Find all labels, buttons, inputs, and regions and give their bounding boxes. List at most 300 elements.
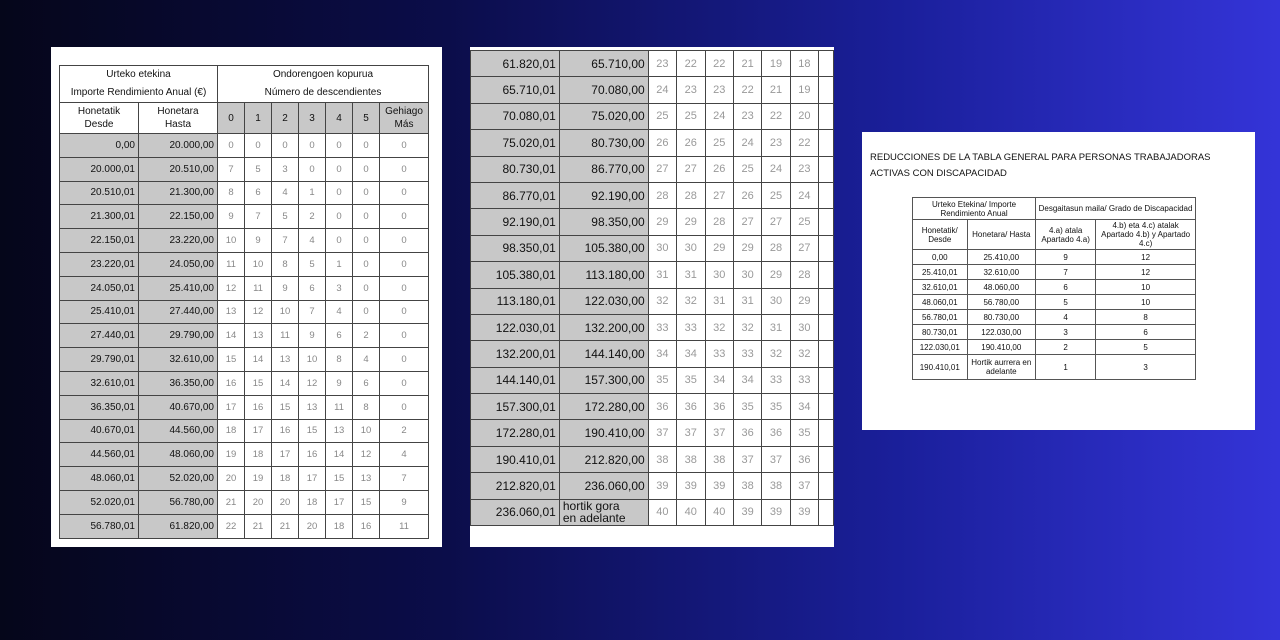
range-to: 92.190,00	[559, 182, 648, 208]
range-from: 25.410,01	[60, 300, 139, 324]
range-from: 144.140,01	[471, 367, 560, 393]
table-row	[471, 182, 834, 208]
range-from: 32.610,01	[60, 371, 139, 395]
empty-cell	[819, 156, 834, 182]
reduction-value: 29	[762, 262, 790, 288]
empty-cell	[819, 288, 834, 314]
range-from: 0,00	[913, 250, 968, 265]
reduction-value: 23	[677, 77, 705, 103]
reduction-value: 21	[272, 514, 299, 538]
table3-body	[913, 250, 1196, 380]
reduction-4bc: 5	[1096, 340, 1196, 355]
reduction-value: 34	[733, 367, 761, 393]
range-from: 98.350,01	[471, 235, 560, 261]
reduction-value: 0	[245, 134, 272, 158]
range-to: 52.020,00	[139, 467, 218, 491]
reduction-value: 31	[733, 288, 761, 314]
reduction-value: 3	[326, 276, 353, 300]
table-card-3	[862, 132, 1255, 430]
table-row	[471, 420, 834, 446]
reduction-value: 2	[353, 324, 380, 348]
range-to: 80.730,00	[967, 310, 1036, 325]
table1-body	[60, 134, 429, 539]
descendientes-table-part-2	[470, 50, 834, 526]
range-from: 113.180,01	[471, 288, 560, 314]
reduction-value: 20	[790, 103, 818, 129]
reduction-value: 14	[245, 348, 272, 372]
reduction-4bc: 3	[1096, 355, 1196, 380]
table-row	[60, 157, 429, 181]
reduction-value: 11	[218, 252, 245, 276]
col-header-1: 1	[245, 103, 272, 134]
table-row	[60, 467, 429, 491]
empty-cell	[819, 446, 834, 472]
reduction-value: 25	[790, 209, 818, 235]
reduction-value: 32	[790, 341, 818, 367]
reduction-value: 4	[380, 443, 429, 467]
discapacidad-table	[912, 197, 1196, 380]
range-from: 122.030,01	[913, 340, 968, 355]
table-row	[60, 252, 429, 276]
range-from: 0,00	[60, 134, 139, 158]
reduction-value: 37	[762, 446, 790, 472]
reduction-value: 39	[733, 499, 761, 525]
table-row	[471, 446, 834, 472]
reduction-4a: 2	[1036, 340, 1096, 355]
reduction-value: 34	[648, 341, 676, 367]
reduction-value: 35	[677, 367, 705, 393]
reduction-value: 34	[790, 394, 818, 420]
reduction-value: 40	[648, 499, 676, 525]
table-row	[913, 280, 1196, 295]
reduction-value: 0	[380, 276, 429, 300]
reduction-value: 12	[353, 443, 380, 467]
reduction-value: 0	[326, 134, 353, 158]
desde-header	[60, 103, 139, 134]
range-from: 190.410,01	[913, 355, 968, 380]
reduction-value: 26	[677, 130, 705, 156]
reduction-value: 36	[648, 394, 676, 420]
reduction-value: 9	[245, 229, 272, 253]
table-row	[913, 355, 1196, 380]
reduction-value: 24	[705, 103, 733, 129]
reduction-value: 21	[245, 514, 272, 538]
desde-header: Honetatik/ Desde	[913, 220, 968, 250]
table-row	[60, 371, 429, 395]
reduction-value: 0	[380, 229, 429, 253]
reduction-value: 0	[272, 134, 299, 158]
reduction-value: 0	[353, 181, 380, 205]
reduction-value: 22	[677, 51, 705, 77]
reduction-value: 0	[380, 324, 429, 348]
reduction-value: 39	[648, 473, 676, 499]
table-card-2	[470, 47, 834, 547]
reduction-value: 30	[762, 288, 790, 314]
reduction-value: 24	[790, 182, 818, 208]
reduction-value: 0	[380, 134, 429, 158]
range-to: 20.510,00	[139, 157, 218, 181]
importe-header: Urteko Etekina/ Importe Rendimiento Anual	[913, 198, 1036, 220]
reduction-4a: 4	[1036, 310, 1096, 325]
reduction-value: 0	[380, 181, 429, 205]
reduction-value: 30	[677, 235, 705, 261]
reduction-4a: 1	[1036, 355, 1096, 380]
range-from: 27.440,01	[60, 324, 139, 348]
range-to: 132.200,00	[559, 314, 648, 340]
reduction-value: 24	[762, 156, 790, 182]
reduction-4bc: 12	[1096, 250, 1196, 265]
table-row	[471, 314, 834, 340]
table-row	[60, 395, 429, 419]
reduction-value: 27	[733, 209, 761, 235]
table-row	[471, 209, 834, 235]
table-row	[60, 229, 429, 253]
range-to	[559, 499, 648, 525]
reduction-value: 0	[353, 157, 380, 181]
table-row	[471, 156, 834, 182]
table-row	[60, 276, 429, 300]
reduction-value: 21	[762, 77, 790, 103]
reduction-value: 35	[648, 367, 676, 393]
reduction-value: 27	[790, 235, 818, 261]
reduction-value: 18	[299, 490, 326, 514]
reduction-value: 38	[648, 446, 676, 472]
range-to: 32.610,00	[967, 265, 1036, 280]
importe-header	[60, 66, 218, 103]
reduction-value: 7	[380, 467, 429, 491]
reduction-value: 27	[648, 156, 676, 182]
importe-label-es: Importe Rendimiento Anual (€)	[70, 87, 207, 98]
range-from: 105.380,01	[471, 262, 560, 288]
reduction-value: 0	[380, 395, 429, 419]
table-row	[60, 205, 429, 229]
table-row	[60, 181, 429, 205]
reduction-value: 18	[272, 467, 299, 491]
range-to: 122.030,00	[967, 325, 1036, 340]
empty-cell	[819, 499, 834, 525]
range-to: 113.180,00	[559, 262, 648, 288]
reduction-value: 17	[326, 490, 353, 514]
range-from: 212.820,01	[471, 473, 560, 499]
descendientes-label-eu: Ondorengoen kopurua	[272, 69, 374, 80]
reduction-value: 5	[299, 252, 326, 276]
table-row	[471, 499, 834, 525]
reduction-value: 9	[272, 276, 299, 300]
reduction-value: 30	[648, 235, 676, 261]
mas-label-es: Más	[394, 119, 414, 130]
reduction-value: 15	[326, 467, 353, 491]
range-from: 61.820,01	[471, 51, 560, 77]
range-to: 48.060,00	[967, 280, 1036, 295]
reduction-value: 25	[648, 103, 676, 129]
range-to: 27.440,00	[139, 300, 218, 324]
reduction-value: 25	[705, 130, 733, 156]
reduction-value: 33	[790, 367, 818, 393]
reduction-value: 35	[733, 394, 761, 420]
empty-cell	[819, 182, 834, 208]
reduction-value: 6	[326, 324, 353, 348]
reduction-value: 39	[790, 499, 818, 525]
range-from: 80.730,01	[913, 325, 968, 340]
reduction-value: 38	[733, 473, 761, 499]
table-row	[471, 262, 834, 288]
reduction-value: 7	[272, 229, 299, 253]
reduction-value: 9	[380, 490, 429, 514]
table-row	[913, 325, 1196, 340]
table-card-1	[51, 47, 442, 547]
reduction-value: 33	[733, 341, 761, 367]
reduction-value: 14	[326, 443, 353, 467]
reduction-value: 36	[733, 420, 761, 446]
col-header-3: 3	[299, 103, 326, 134]
reduction-value: 8	[218, 181, 245, 205]
reduction-value: 39	[705, 473, 733, 499]
reduction-value: 20	[299, 514, 326, 538]
table-row	[60, 490, 429, 514]
reduction-value: 35	[762, 394, 790, 420]
reduction-value: 11	[272, 324, 299, 348]
reduction-value: 0	[380, 300, 429, 324]
reduction-4a: 5	[1036, 295, 1096, 310]
reduction-value: 15	[353, 490, 380, 514]
reduction-value: 9	[299, 324, 326, 348]
reduction-value: 34	[705, 367, 733, 393]
reduction-value: 27	[762, 209, 790, 235]
empty-cell	[819, 103, 834, 129]
range-from: 172.280,01	[471, 420, 560, 446]
range-to: 40.670,00	[139, 395, 218, 419]
range-to: 23.220,00	[139, 229, 218, 253]
reduction-value: 6	[299, 276, 326, 300]
reduction-value: 17	[218, 395, 245, 419]
table-row	[471, 473, 834, 499]
reduction-value: 13	[218, 300, 245, 324]
descendientes-label-es: Número de descendientes	[264, 87, 382, 98]
reduction-4bc: 10	[1096, 280, 1196, 295]
reduction-value: 0	[326, 157, 353, 181]
range-from: 122.030,01	[471, 314, 560, 340]
range-from: 20.000,01	[60, 157, 139, 181]
reduction-value: 6	[245, 181, 272, 205]
reduction-value: 0	[218, 134, 245, 158]
reduction-value: 30	[705, 262, 733, 288]
reduction-value: 33	[677, 314, 705, 340]
reduction-value: 19	[218, 443, 245, 467]
reduction-value: 33	[705, 341, 733, 367]
reduction-value: 0	[299, 134, 326, 158]
range-from: 132.200,01	[471, 341, 560, 367]
range-from: 21.300,01	[60, 205, 139, 229]
table-row	[913, 310, 1196, 325]
reduction-value: 17	[272, 443, 299, 467]
reduction-value: 29	[733, 235, 761, 261]
col-header-0: 0	[218, 103, 245, 134]
reduction-value: 7	[299, 300, 326, 324]
reduction-value: 29	[705, 235, 733, 261]
reduction-value: 5	[272, 205, 299, 229]
reduction-value: 0	[326, 205, 353, 229]
reduction-value: 4	[299, 229, 326, 253]
table-row	[60, 134, 429, 158]
empty-cell	[819, 235, 834, 261]
reduction-value: 20	[218, 467, 245, 491]
table-row	[913, 265, 1196, 280]
range-from: 236.060,01	[471, 499, 560, 525]
reduction-value: 37	[790, 473, 818, 499]
reduction-value: 31	[677, 262, 705, 288]
range-from: 86.770,01	[471, 182, 560, 208]
empty-cell	[819, 341, 834, 367]
reduction-value: 6	[353, 371, 380, 395]
reduction-value: 40	[705, 499, 733, 525]
reduction-value: 36	[762, 420, 790, 446]
reduction-value: 28	[790, 262, 818, 288]
reduction-value: 7	[218, 157, 245, 181]
table-row	[471, 235, 834, 261]
mas-label-eu: Gehiago	[385, 106, 423, 117]
descendientes-header	[218, 66, 429, 103]
reduction-value: 10	[272, 300, 299, 324]
empty-cell	[819, 130, 834, 156]
range-to: 48.060,00	[139, 443, 218, 467]
range-to: 98.350,00	[559, 209, 648, 235]
reduction-value: 24	[733, 130, 761, 156]
reduction-value: 19	[245, 467, 272, 491]
range-from: 44.560,01	[60, 443, 139, 467]
reduction-value: 31	[648, 262, 676, 288]
reduction-4a: 3	[1036, 325, 1096, 340]
range-from: 157.300,01	[471, 394, 560, 420]
reduction-value: 0	[353, 205, 380, 229]
reduction-4a: 7	[1036, 265, 1096, 280]
reduction-value: 22	[733, 77, 761, 103]
reduction-value: 28	[648, 182, 676, 208]
reduction-value: 13	[299, 395, 326, 419]
reduction-value: 11	[380, 514, 429, 538]
table-row	[60, 348, 429, 372]
reduction-value: 5	[245, 157, 272, 181]
table-row	[913, 340, 1196, 355]
empty-cell	[819, 262, 834, 288]
reduction-value: 11	[326, 395, 353, 419]
reduction-value: 15	[272, 395, 299, 419]
range-to: 25.410,00	[967, 250, 1036, 265]
reduction-value: 37	[648, 420, 676, 446]
reduction-value: 34	[677, 341, 705, 367]
range-from: 52.020,01	[60, 490, 139, 514]
reduction-value: 36	[677, 394, 705, 420]
table-row	[471, 103, 834, 129]
range-from: 56.780,01	[913, 310, 968, 325]
reduction-value: 17	[299, 467, 326, 491]
reduction-value: 36	[705, 394, 733, 420]
reduction-4bc: 10	[1096, 295, 1196, 310]
range-from: 56.780,01	[60, 514, 139, 538]
reduction-value: 1	[299, 181, 326, 205]
reduction-value: 0	[380, 157, 429, 181]
range-to: Hortik aurrera en adelante	[967, 355, 1036, 380]
reduction-value: 30	[790, 314, 818, 340]
reduction-value: 36	[790, 446, 818, 472]
reduction-value: 14	[218, 324, 245, 348]
reduction-value: 13	[326, 419, 353, 443]
reduction-value: 32	[733, 314, 761, 340]
range-to: 21.300,00	[139, 181, 218, 205]
range-from: 80.730,01	[471, 156, 560, 182]
reduction-value: 7	[245, 205, 272, 229]
reduction-value: 29	[648, 209, 676, 235]
reduction-value: 31	[762, 314, 790, 340]
reduction-value: 22	[762, 103, 790, 129]
range-to: 105.380,00	[559, 235, 648, 261]
range-to: 24.050,00	[139, 252, 218, 276]
reduction-value: 16	[218, 371, 245, 395]
range-to: 157.300,00	[559, 367, 648, 393]
range-from: 40.670,01	[60, 419, 139, 443]
reducciones-title: REDUCCIONES DE LA TABLA GENERAL PARA PERSONAS TRABAJADORAS ACTIVAS CON DISCAPACIDAD	[870, 152, 1211, 179]
reduction-value: 22	[218, 514, 245, 538]
reduction-value: 16	[299, 443, 326, 467]
reduction-value: 15	[218, 348, 245, 372]
reduction-value: 35	[790, 420, 818, 446]
range-to: 29.790,00	[139, 324, 218, 348]
reduction-value: 25	[677, 103, 705, 129]
reduction-value: 8	[353, 395, 380, 419]
hasta-header	[139, 103, 218, 134]
reduction-value: 15	[299, 419, 326, 443]
reduction-value: 12	[218, 276, 245, 300]
reduction-value: 32	[705, 314, 733, 340]
reduction-4a: 9	[1036, 250, 1096, 265]
reduction-value: 10	[299, 348, 326, 372]
reduction-value: 25	[733, 156, 761, 182]
range-to: 61.820,00	[139, 514, 218, 538]
reduction-4bc: 8	[1096, 310, 1196, 325]
reduction-value: 11	[245, 276, 272, 300]
reduction-value: 38	[705, 446, 733, 472]
range-to: 122.030,00	[559, 288, 648, 314]
range-to-eu: hortik gora	[562, 499, 620, 514]
reduction-value: 32	[677, 288, 705, 314]
reduction-value: 32	[762, 341, 790, 367]
desde-label-eu: Honetatik	[77, 106, 121, 117]
range-from: 29.790,01	[60, 348, 139, 372]
range-to: 65.710,00	[559, 51, 648, 77]
table-row	[471, 394, 834, 420]
range-from: 48.060,01	[60, 467, 139, 491]
col-header-5: 5	[353, 103, 380, 134]
range-to: 44.560,00	[139, 419, 218, 443]
reduction-value: 20	[245, 490, 272, 514]
reduction-value: 12	[245, 300, 272, 324]
range-to: 190.410,00	[559, 420, 648, 446]
reduction-value: 16	[245, 395, 272, 419]
reduction-value: 8	[326, 348, 353, 372]
table-row	[60, 324, 429, 348]
empty-cell	[819, 420, 834, 446]
reduction-value: 0	[380, 371, 429, 395]
table2-body	[471, 51, 834, 526]
reduction-value: 1	[326, 252, 353, 276]
empty-cell	[819, 367, 834, 393]
range-to: 144.140,00	[559, 341, 648, 367]
range-from: 25.410,01	[913, 265, 968, 280]
reduction-value: 19	[790, 77, 818, 103]
table-row	[471, 341, 834, 367]
range-from: 65.710,01	[471, 77, 560, 103]
reduction-value: 0	[326, 181, 353, 205]
col-header-mas	[380, 103, 429, 134]
